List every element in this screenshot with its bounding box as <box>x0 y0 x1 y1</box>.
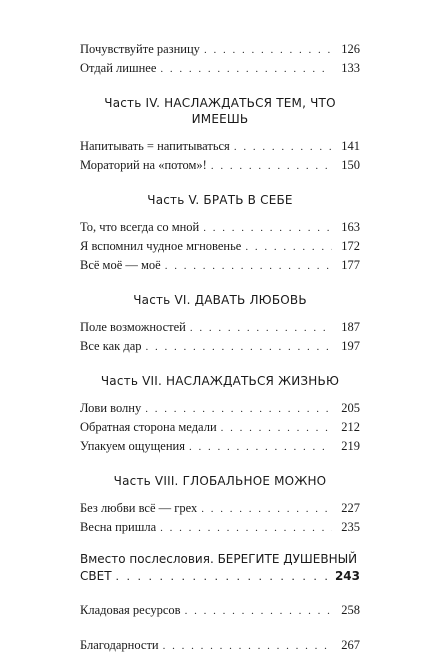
toc-leader-dots <box>201 500 332 519</box>
toc-entry-page: 258 <box>341 603 360 617</box>
part-heading-iv: Часть IV. НАСЛАЖДАТЬСЯ ТЕМ, ЧТО ИМЕЕШЬ <box>104 96 336 126</box>
toc-entry-page: 187 <box>341 320 360 334</box>
table-of-contents <box>80 40 360 655</box>
toc-entry-page: 150 <box>341 158 360 172</box>
toc-top-group <box>80 40 360 78</box>
afterword-page: 243 <box>334 569 360 583</box>
toc-entry <box>80 499 360 518</box>
toc-entry-title: Поле возможностей <box>80 320 186 334</box>
toc-entry <box>80 40 360 59</box>
toc-entry-title: Кладовая ресурсов <box>80 603 181 617</box>
toc-entry-title: Без любви всё — грех <box>80 501 198 515</box>
toc-entry <box>80 59 360 78</box>
toc-entry <box>80 418 360 437</box>
toc-entry-page: 197 <box>341 339 360 353</box>
toc-entry-page: 133 <box>341 61 360 75</box>
toc-entry-page: 177 <box>341 258 360 272</box>
toc-leader-dots <box>116 568 333 585</box>
toc-entry-title: То, что всегда со мной <box>80 220 200 234</box>
toc-leader-dots <box>160 519 332 538</box>
toc-entry <box>80 318 360 337</box>
toc-entry <box>80 237 360 256</box>
spacer <box>80 620 360 636</box>
toc-entry-title: Отдай лишнее <box>80 61 157 75</box>
toc-entry-title: Напитывать = напитываться <box>80 139 230 153</box>
toc-leader-dots <box>234 138 332 157</box>
toc-entry-title: Я вспомнил чудное мгновенье <box>80 239 242 253</box>
toc-entry <box>80 518 360 537</box>
afterword-entry <box>80 568 360 585</box>
toc-entry-title: Почувствуйте разницу <box>80 42 200 56</box>
toc-entry <box>80 601 360 620</box>
part-heading-vi: Часть VI. ДАВАТЬ ЛЮБОВЬ <box>133 293 307 307</box>
toc-entry-title: Всё моё — моё <box>80 258 161 272</box>
toc-entry-page: 267 <box>341 638 360 652</box>
toc-leader-dots <box>165 257 332 276</box>
toc-entry-title: Обратная сторона медали <box>80 420 217 434</box>
toc-entry <box>80 156 360 175</box>
toc-entry-page: 227 <box>341 501 360 515</box>
toc-entry <box>80 437 360 456</box>
toc-entry <box>80 137 360 156</box>
toc-leader-dots <box>221 419 332 438</box>
toc-leader-dots <box>203 219 332 238</box>
toc-entry <box>80 218 360 237</box>
toc-entry <box>80 636 360 655</box>
toc-entry-page: 219 <box>341 439 360 453</box>
toc-leader-dots <box>145 400 332 419</box>
toc-entry-page: 205 <box>341 401 360 415</box>
toc-leader-dots <box>160 60 332 79</box>
afterword-heading-line2: СВЕТ <box>80 569 112 583</box>
toc-leader-dots <box>204 41 332 60</box>
spacer <box>80 585 360 601</box>
toc-entry-page: 235 <box>341 520 360 534</box>
part-heading-vii: Часть VII. НАСЛАЖДАТЬСЯ ЖИЗНЬЮ <box>100 374 340 388</box>
toc-entry-title: Все как дар <box>80 339 142 353</box>
part-heading-viii: Часть VIII. ГЛОБАЛЬНОЕ МОЖНО <box>113 474 327 488</box>
toc-leader-dots <box>189 438 332 457</box>
toc-entry <box>80 399 360 418</box>
toc-leader-dots <box>185 602 332 621</box>
toc-entry-page: 172 <box>341 239 360 253</box>
toc-entry-title: Весна пришла <box>80 520 157 534</box>
toc-leader-dots <box>211 157 332 176</box>
toc-entry-title: Мораторий на «потом»! <box>80 158 207 172</box>
toc-entry-page: 126 <box>341 42 360 56</box>
toc-entry-page: 163 <box>341 220 360 234</box>
toc-entry-title: Лови волну <box>80 401 142 415</box>
toc-leader-dots <box>190 319 332 338</box>
toc-entry <box>80 337 360 356</box>
toc-leader-dots <box>245 238 332 257</box>
toc-entry-title: Упакуем ощущения <box>80 439 185 453</box>
toc-leader-dots <box>146 338 333 357</box>
toc-entry <box>80 256 360 275</box>
toc-entry-page: 141 <box>341 139 360 153</box>
toc-leader-dots <box>163 637 332 656</box>
afterword-heading: Вместо послесловия. БЕРЕГИТЕ ДУШЕВНЫЙ <box>80 552 358 566</box>
toc-entry-title: Благодарности <box>80 638 159 652</box>
toc-entry-page: 212 <box>341 420 360 434</box>
part-heading-v: Часть V. БРАТЬ В СЕБЕ <box>147 193 293 207</box>
